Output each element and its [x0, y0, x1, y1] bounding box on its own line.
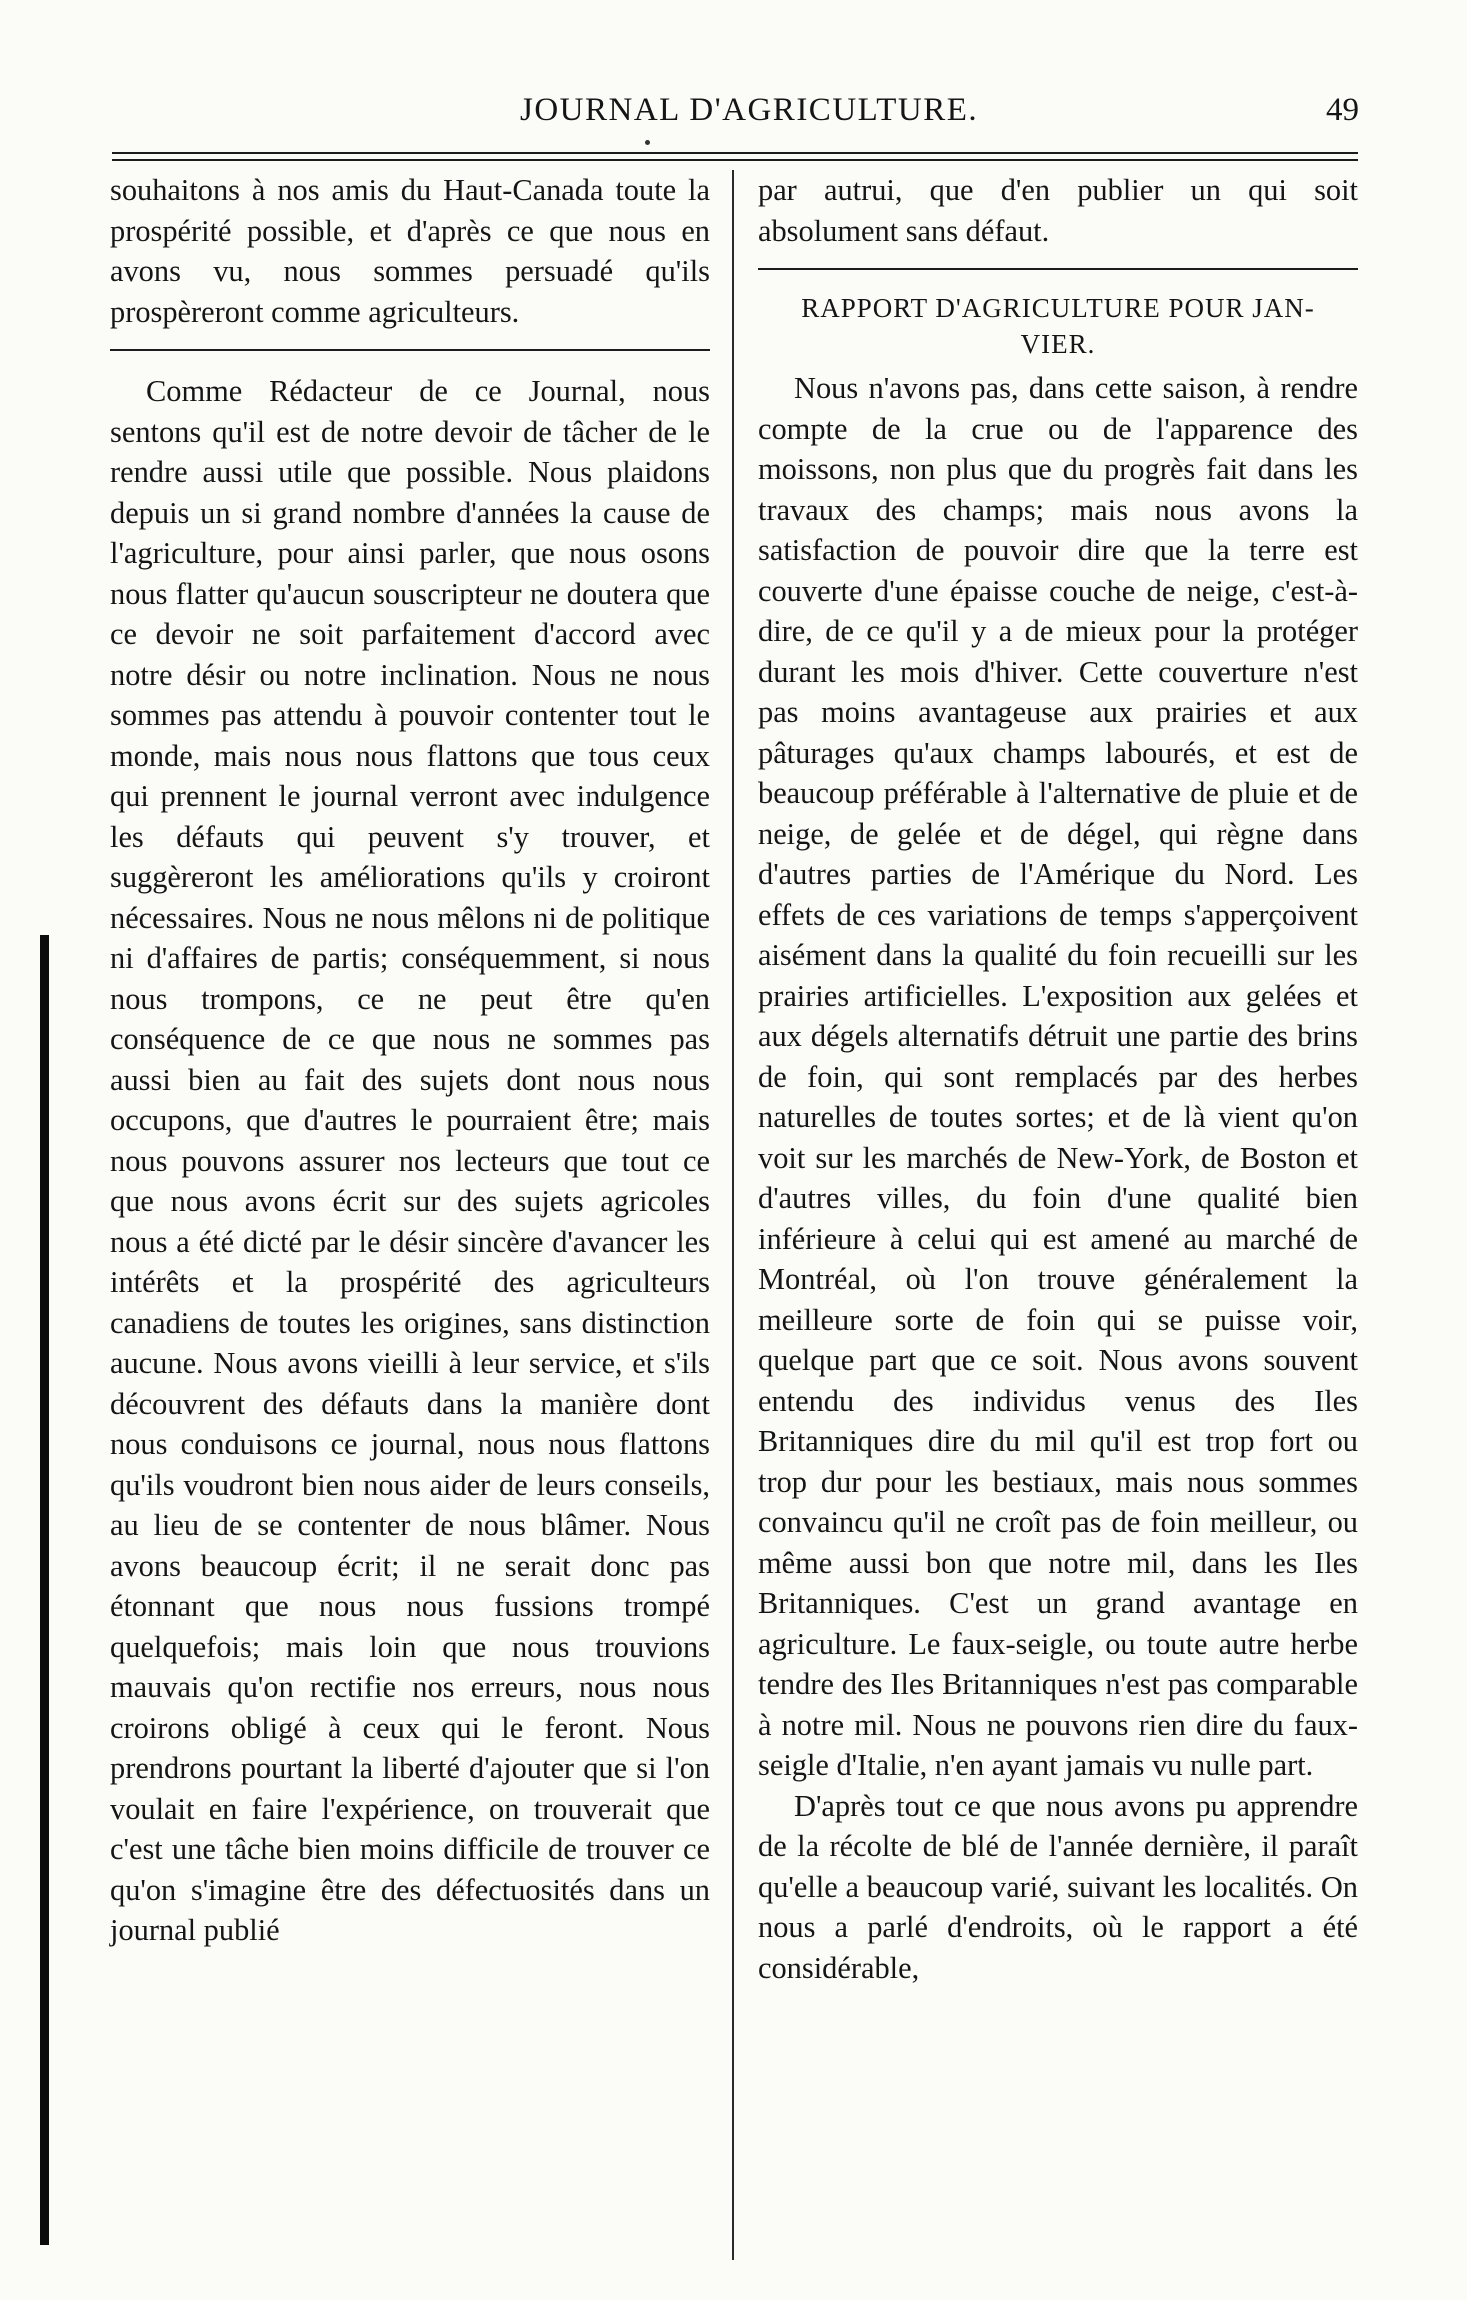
right-paragraph-report: Nous n'avons pas, dans cette saison, à rendre compte de la crue ou de l'apparence des moissons, non plus que du progrès fait dans les travaux des champs; mais nous avons la satisfaction de pouvoir dire que la terre est couverte d'une épaisse couche de neige, c'est-à-dire, de ce qu'il y a de mieux pour la protéger durant les mois d'hiver. Cette couverture n'est pas moins avantageuse aux prairies et aux pâturages qu'aux champs labourés, et est de beaucoup préférable à l'alternative de pluie et de neige, de gelée et de dégel, qui règne dans d'autres parties de l'Amérique du Nord. Les effets de ces variations de temps s'apperçoivent aisément dans la qualité du foin recueilli sur les prairies artificielles. L'exposition aux gelées et aux dégels alternatifs détruit une partie des brins de foin, qui sont remplacés par des herbes naturelles de toutes sortes; et de là vient qu'on voit sur les marchés de New-York, de Boston et d'autres villes, du foin d'une qualité bien inférieure à celui qui est amené au marché de Montréal, où l'on trouve généralement la meilleure sorte de foin qui se puisse voir, quelque part que ce soit. Nous avons souvent entendu des individus venus des Iles Britanniques dire du mil qu'il est trop fort ou trop dur pour les bestiaux, mais nous sommes convaincu qu'il ne croît pas de foin meilleur, ou même aussi bon que notre mil, dans les Iles Britanniques. C'est un grand avantage en agriculture. Le faux-seigle, ou toute autre herbe tendre des Iles Britanniques n'est pas comparable à notre mil. Nous ne pouvons rien dire du faux-seigle d'Italie, n'en ayant jamais vu nulle part. [758, 371, 1358, 1782]
running-title: JOURNAL D'AGRICULTURE. [520, 92, 979, 128]
left-paragraph-continued: souhaitons à nos amis du Haut-Canada toute la prospérité possible, et d'après ce que nous en avons vu, nous sommes persuadé qu'ils prospèreront comme agriculteurs. [110, 173, 710, 329]
right-section-rule [758, 268, 1358, 270]
right-paragraph-harvest: D'après tout ce que nous avons pu apprendre de la récolte de blé de l'année dernière, il paraît qu'elle a beaucoup varié, suivant les localités. On nous a parlé d'endroits, où le rapport a été considérable, [758, 1788, 1358, 1985]
left-column [110, 170, 710, 1951]
page-number: 49 [1326, 92, 1359, 128]
header-rule-bottom [112, 159, 1358, 161]
header-dot [645, 140, 650, 145]
left-paragraph-editorial: Comme Rédacteur de ce Journal, nous sentons qu'il est de notre devoir de tâcher de le rendre aussi utile que possible. Nous plaidons depuis un si grand nombre d'années la cause de l'agriculture, pour ainsi parler, que nous osons nous flatter qu'aucun souscripteur ne doutera que ce devoir ne soit parfaitement d'accord avec notre désir ou notre inclination. Nous ne nous sommes pas attendu à pouvoir contenter tout le monde, mais nous nous flattons que tous ceux qui prennent le journal verront avec indulgence les défauts qui peuvent s'y trouver, et suggèreront les améliorations qu'ils y croiront nécessaires. Nous ne nous mêlons ni de politique ni d'affaires de partis; conséquemment, si nous nous trompons, ce ne peut être qu'en conséquence de ce que nous ne sommes pas aussi bien au fait des sujets dont nous nous occupons, que d'autres le pourraient être; mais nous pouvons assurer nos lecteurs que tout ce que nous avons écrit sur des sujets agricoles nous a été dicté par le désir sincère d'avancer les intérêts et la prospérité des agriculteurs canadiens de toutes les origines, sans distinction aucune. Nous avons vieilli à leur service, et s'ils découvrent des défauts dans la manière dont nous conduisons ce journal, nous nous flattons qu'ils voudront bien nous aider de leurs conseils, au lieu de se contenter de nous blâmer. Nous avons beaucoup écrit; il ne serait donc pas étonnant que nous nous fussions trompé quelquefois; mais loin que nous trouvions mauvais qu'on rectifie nos erreurs, nous nous croirons obligé à ceux qui le feront. Nous prendrons pourtant la liberté d'ajouter que si l'on voulait en faire l'expérience, on trouverait que c'est une tâche bien moins difficile de trouver ce qu'on s'imagine être des défectuosités dans un journal publié [110, 374, 710, 1947]
right-paragraph-continued: par autrui, que d'en publier un qui soit absolument sans défaut. [758, 173, 1358, 248]
column-divider [732, 170, 734, 2260]
section-heading-line-2: VIER. [1020, 329, 1096, 359]
margin-bar [40, 935, 49, 2245]
section-heading [758, 290, 1358, 362]
left-section-rule [110, 349, 710, 351]
right-column [758, 170, 1358, 1988]
section-heading-line-1: RAPPORT D'AGRICULTURE POUR JAN- [801, 293, 1315, 323]
header-rule-top [112, 152, 1358, 154]
